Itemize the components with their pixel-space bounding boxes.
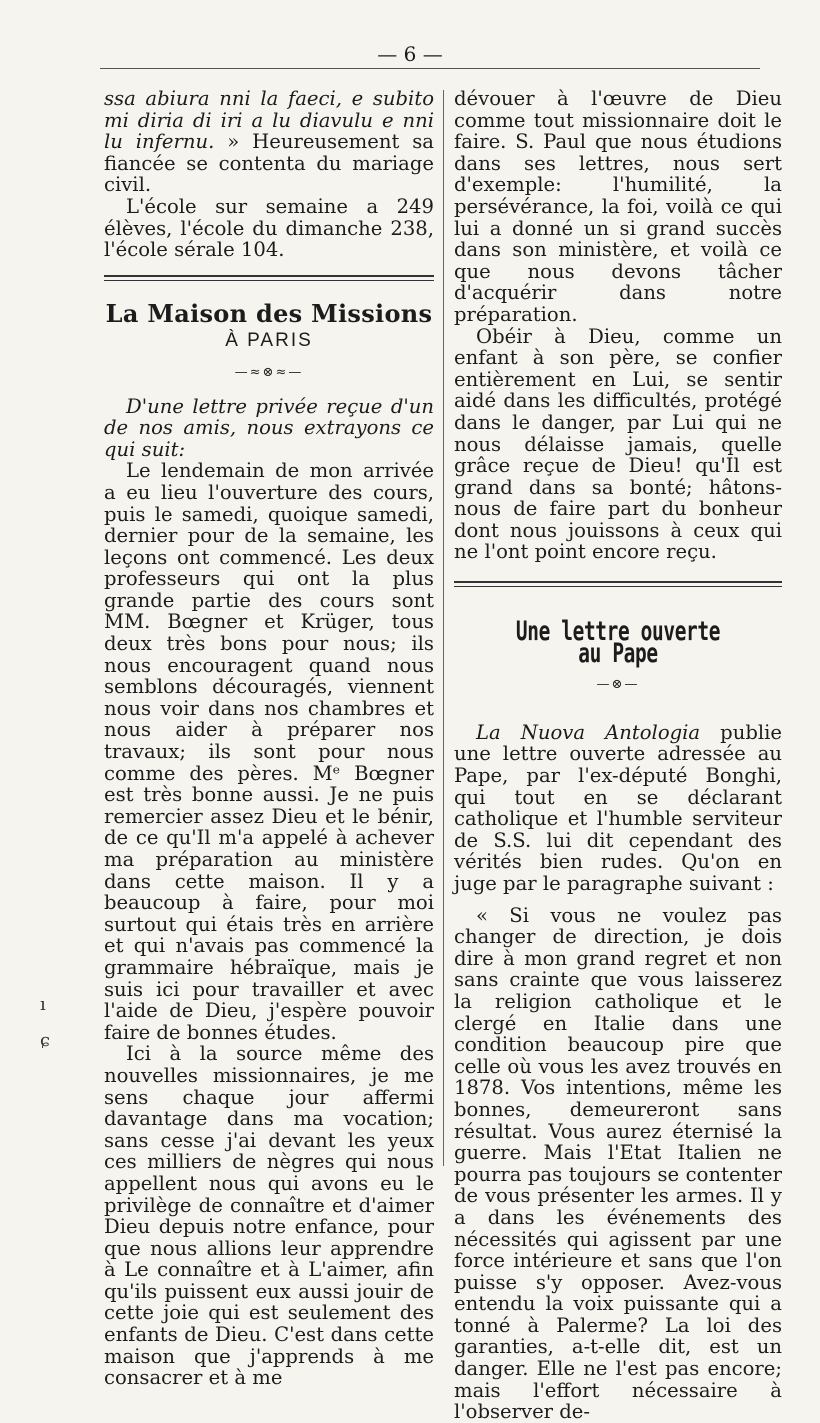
section-separator <box>454 581 782 587</box>
section-title: Une lettre ouverte au Pape <box>515 616 721 669</box>
section-title: La Maison des Missions <box>105 298 433 328</box>
header-rule <box>100 68 760 69</box>
paragraph <box>104 88 434 196</box>
margin-mark: ɕ <box>40 1030 51 1051</box>
paragraph: dévouer à l'œuvre de Dieu comme tout missionnaire doit le faire. S. Paul que nous étudions dans ses lettres, nous sert d'exemple: l'humilité, la persévérance, la foi, voilà ce qui lui a donné un si grand succès dans son ministère, et voilà ce que nous devons tâcher d'acquérir dans notre préparation. <box>454 87 782 326</box>
section-separator <box>104 275 434 281</box>
intro-paragraph: D'une lettre privée reçue d'un de nos amis, nous extrayons ce qui suit: <box>104 394 434 461</box>
page-number: — 6 — <box>377 42 443 66</box>
paragraph: L'école sur semaine a 249 élèves, l'école du dimanche 238, l'école sérale 104. <box>104 194 434 262</box>
quote-paragraph: « Si vous ne voulez pas changer de direction, je dois dire à mon grand regret et non sans crainte que vous laisserez la religion catholique et le clergé en Italie dans une condition beaucoup pire que celle où vous les avez trouvés en 1878. Vos intentions, même les bonnes, demeureront sans résultat. Vous aurez éternisé la guerre. Mais l'Etat Italien ne pourra pas toujours se contenter de vous présenter les armes. Il y a dans les événements des nécessités qui agissent par une force intérieure et sans que l'on puisse s'y opposer. Avez-vous entendu la voix puissante qui a tonné à Palerme? La loi des garanties, a-t-elle dit, est un danger. Elle ne l'est pas encore; mais l'effort nécessaire à l'observer de- <box>454 903 782 1423</box>
paragraph: Obéir à Dieu, comme un enfant à son père, se confier entièrement en Lui, se sentir aidé dans les difficultés, protégé dans le danger, par Lui qui ne nous délaisse jamais, quelle grâce reçue de Dieu! qu'Il est grand dans sa bonté; hâtons-nous de faire part du bonheur dont nous jouissons à ceux qui ne l'ont point encore reçu. <box>454 324 782 564</box>
ornament: —⊗— <box>596 677 640 693</box>
ornament: —≈⊗≈— <box>234 364 304 380</box>
right-column <box>454 88 782 1423</box>
paragraph: Ici à la source même des nouvelles missionnaires, je me sens chaque jour affermi davantage dans ma vocation; sans cesse j'ai devant les yeux ces milliers de nègres qui nous appellent nous qui avons eu le privilège de connaître et d'aimer Dieu depuis notre enfance, pour que nous allions leur apprendre à Le connaître et à L'aimer, afin qu'ils puissent eux aussi jouir de cette joie qui est seulement des enfants de Dieu. C'est dans cette maison que j'apprends à me consacrer et à me <box>104 1042 434 1390</box>
text: » Heureusement sa fiancée se contenta du mariage civil. <box>104 130 434 197</box>
publication-name: La Nuova Antologia <box>476 720 701 744</box>
section-subtitle: À PARIS <box>225 330 313 352</box>
column-divider <box>443 90 444 1166</box>
paragraph <box>454 722 782 895</box>
paragraph: Le lendemain de mon arrivée a eu lieu l'ouverture des cours, puis le samedi, quoique samedi, dernier pour de la semaine, les leçons ont commencé. Les deux professeurs qui ont la plus grande partie des cours sont MM. Bœgner et Krüger, tous deux très bons pour nous; ils nous encouragent quand nous semblons découragés, viennent nous voir dans nos chambres et nous aider à préparer nos travaux; ils sont pour nous comme des pères. Mᵉ Bœgner est très bonne aussi. Je ne puis remercier assez Dieu et le bénir, de ce qu'Il m'a appelé à achever ma préparation au ministère dans cette maison. Il y a beaucoup à faire, pour moi surtout qui étais très en arrière et qui n'avais pas commencé la grammaire hébraïque, mais je suis ici pour travailler et avec l'aide de Dieu, j'espère pouvoir faire de bonnes études. <box>104 459 434 1044</box>
margin-mark: ı <box>40 994 46 1015</box>
left-column <box>104 88 434 1389</box>
italic-quote: ssa abiura nni la faeci, e subito mi diria di iri a lu diavulu e nni lu infernu. <box>104 87 434 154</box>
text: publie une lettre ouverte adressée au Pape, par l'ex-député Bonghi, qui tout en se déclarant catholique et l'humble serviteur de S.S. lui dit cependant des vérités bien rudes. Qu'on en juge par le paragraphe suivant : <box>454 720 782 895</box>
